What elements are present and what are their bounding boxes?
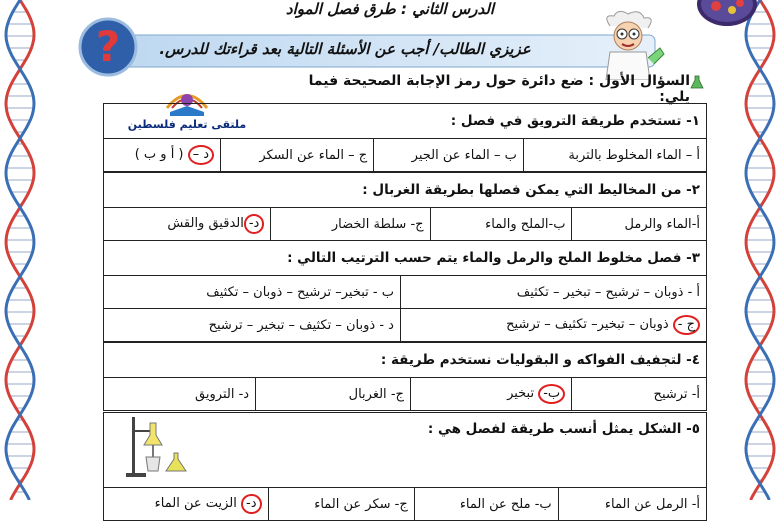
answer-circle: د – [188,145,214,165]
question-2-stem: ٢- من المخاليط التي يمكن فصلها بطريقة الغربال : [104,173,707,208]
answer-circle: د- [244,214,264,234]
option-d-selected[interactable]: د – ( أ و ب ) [104,139,221,172]
section-title: السؤال الأول : ضع دائرة حول رمز الإجابة الصحيحة فيما يلي: [308,73,690,105]
question-4-table [103,342,707,411]
question-1-stem: ١- تستخدم طريقة الترويق في فصل : [104,104,707,139]
dna-border-right-decoration [740,0,780,500]
option-d[interactable]: د - ذوبان – تكثيف – تبخير – ترشيح [104,309,401,342]
option-a[interactable]: أ - ذوبان – ترشيح – تبخير – تكثيف [400,276,706,309]
question-4-stem: ٤- لتجفيف الفواكه و البقوليات نستخدم طريقة : [104,343,707,378]
lesson-title: الدرس الثاني : طرق فصل المواد [285,0,495,18]
dna-strand [6,0,34,500]
dna-strand [746,0,774,500]
dna-strand [746,0,774,500]
option-a[interactable]: أ- ترشيح [572,378,707,411]
question-3-table [103,240,707,342]
option-d-selected[interactable]: د-الدقيق والقش [104,208,271,241]
option-b[interactable]: ب - تبخير– ترشيح – ذوبان – تكثيف [104,276,401,309]
option-c[interactable]: ج- سكر عن الماء [268,488,414,521]
flask-icon [690,75,704,89]
option-c[interactable]: ج- سلطة الخضار [271,208,430,241]
option-b[interactable]: ب – الماء عن الجير [374,139,524,172]
answer-circle: ب- [538,384,565,404]
petri-dish-decoration [696,0,758,28]
question-3-stem: ٣- فصل مخلوط الملح والرمل والماء يتم حسب الترتيب التالي : [104,241,707,276]
dna-strand [6,0,34,500]
question-2-table [103,172,707,241]
option-a[interactable]: أ- الرمل عن الماء [558,488,706,521]
option-b[interactable]: ب- ملح عن الماء [414,488,558,521]
dna-border-left-decoration [0,0,40,500]
option-a[interactable]: أ-الماء والرمل [572,208,707,241]
answer-circle: د- [241,494,261,514]
distillation-apparatus-image [120,413,200,479]
question-5-stem: ٥- الشكل يمثل أنسب طريقة لفصل هي : [104,413,707,488]
option-d[interactable]: د- الترويق [104,378,256,411]
site-logo-text: ملتقى تعليم فلسطين [127,118,247,131]
option-c[interactable]: ج – الماء عن السكر [221,139,374,172]
instruction-text: عزيزي الطالب/ أجب عن الأسئلة التالية بعد قراءتك للدرس. [159,40,531,58]
option-a[interactable]: أ – الماء المخلوط بالتربة [523,139,706,172]
option-d-selected[interactable]: د- الزيت عن الماء [104,488,269,521]
svg-text:?: ? [95,22,121,71]
scientist-cartoon-icon [588,8,668,80]
option-b-selected[interactable]: ب- تبخير [410,378,571,411]
question-mark-icon [78,17,138,77]
option-b[interactable]: ب-الملح والماء [430,208,572,241]
option-c[interactable]: ج- الغربال [256,378,411,411]
answer-circle: ج - [673,315,700,335]
option-c-selected[interactable]: ج - ذوبان – تبخير– تكثيف – ترشيح [400,309,706,342]
question-1-table [103,103,707,172]
